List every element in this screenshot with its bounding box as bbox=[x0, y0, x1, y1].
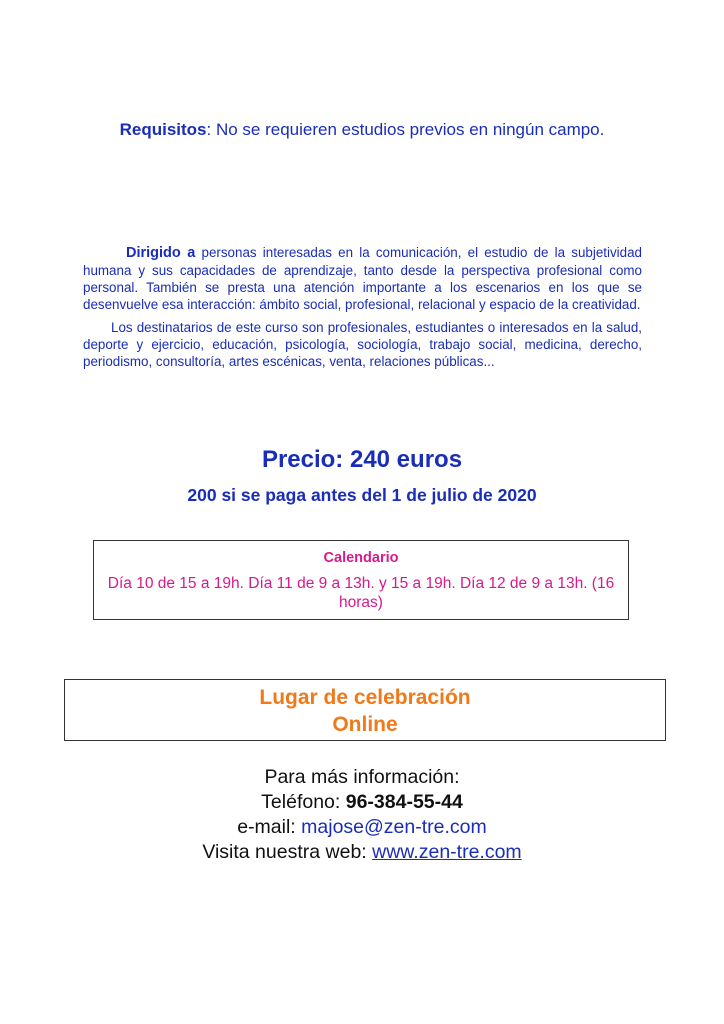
requisitos-line bbox=[0, 120, 724, 140]
web-label: Visita nuestra web: bbox=[202, 841, 373, 863]
requisitos-label: Requisitos bbox=[119, 120, 207, 139]
dirigido-section bbox=[83, 244, 642, 376]
calendar-title: Calendario bbox=[323, 550, 399, 566]
dirigido-paragraph bbox=[83, 244, 642, 313]
phone-label: Teléfono: bbox=[261, 791, 346, 813]
contact-heading: Para más información: bbox=[264, 766, 460, 788]
contact-info bbox=[0, 765, 724, 865]
dirigido-lead: Dirigido a bbox=[126, 245, 196, 261]
phone-line bbox=[0, 790, 724, 815]
venue-box bbox=[64, 679, 666, 741]
calendar-body: Día 10 de 15 a 19h. Día 11 de 9 a 13h. y 15 a 19h. Día 12 de 9 a 13h. (16 horas) bbox=[107, 575, 615, 611]
price-main: Precio: 240 euros bbox=[261, 446, 463, 473]
destinatarios-paragraph: Los destinatarios de este curso son profesionales, estudiantes o interesados en la salud, deporte y ejercicio, educación, psicología, sociología, trabajo social, medicina, derecho, periodismo, consultoría, artes escénicas, venta, relaciones públicas... bbox=[83, 320, 642, 369]
web-link[interactable]: www.zen-tre.com bbox=[372, 841, 522, 863]
email-label: e-mail: bbox=[237, 816, 302, 838]
venue-title: Lugar de celebración bbox=[259, 686, 471, 709]
phone-number: 96-384-55-44 bbox=[345, 791, 463, 813]
web-line bbox=[0, 840, 724, 865]
dirigido-text: personas interesadas en la comunicación, el estudio de la subjetividad humana y sus capacidades de aprendizaje, tanto desde la perspectiva profesional como personal. También se presta una atención importante a los escenarios en los que se desenvuelve esa interacción: ámbito social, profesional, relacional y espacio de la creatividad. bbox=[83, 245, 642, 312]
price-discount: 200 si se paga antes del 1 de julio de 2020 bbox=[187, 485, 537, 505]
requisitos-text: : No se requieren estudios previos en ningún campo. bbox=[206, 120, 605, 139]
calendar-box bbox=[93, 540, 629, 620]
email-line bbox=[0, 815, 724, 840]
venue-value: Online bbox=[332, 713, 398, 736]
email-link[interactable]: majose@zen-tre.com bbox=[301, 816, 487, 838]
